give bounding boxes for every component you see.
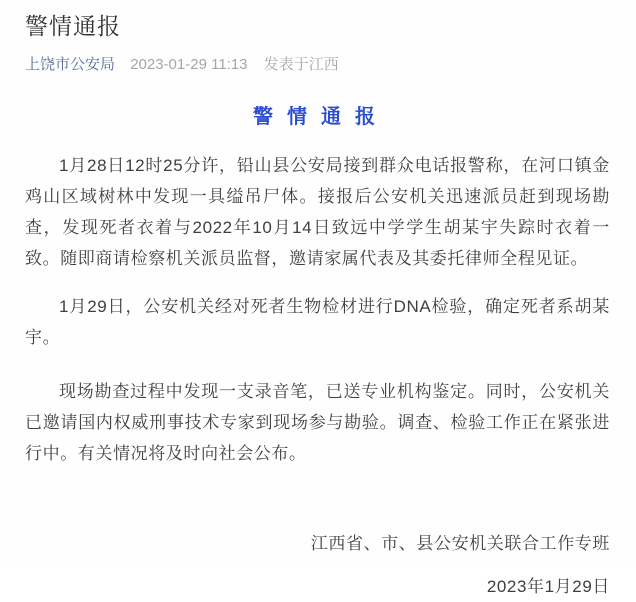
paragraph-1: 1月28日12时25分许，铅山县公安局接到群众电话报警称，在河口镇金鸡山区域树林中发现一具缢吊尸体。接报后公安机关迅速派员赶到现场勘查，发现死者衣着与2022年10月14日致远中学学生胡某宇失踪时衣着一致。随即商请检察机关派员监督，邀请家属代表及其委托律师全程见证。 — [25, 155, 610, 268]
paragraph-2: 1月29日，公安机关经对死者生物检材进行DNA检验，确定死者系胡某宇。 — [25, 296, 610, 347]
meta-line — [25, 56, 610, 74]
notice-body — [25, 150, 610, 469]
paragraph-3: 现场勘查过程中发现一支录音笔，已送专业机构鉴定。同时，公安机关已邀请国内权威刑事技术专家到现场参与勘验。调查、检验工作正在紧张进行中。有关情况将及时向社会公布。 — [25, 381, 610, 463]
notice-title: 警情通报 — [253, 105, 389, 128]
publish-timestamp: 2023-01-29 11:13 — [130, 55, 248, 73]
date-line: 2023年1月29日 — [486, 576, 610, 596]
publish-location: 发表于江西 — [263, 55, 339, 73]
signature-line: 江西省、市、县公安机关联合工作专班 — [310, 533, 610, 553]
page-title: 警情通报 — [25, 13, 121, 39]
account-name-link[interactable]: 上饶市公安局 — [25, 55, 116, 73]
